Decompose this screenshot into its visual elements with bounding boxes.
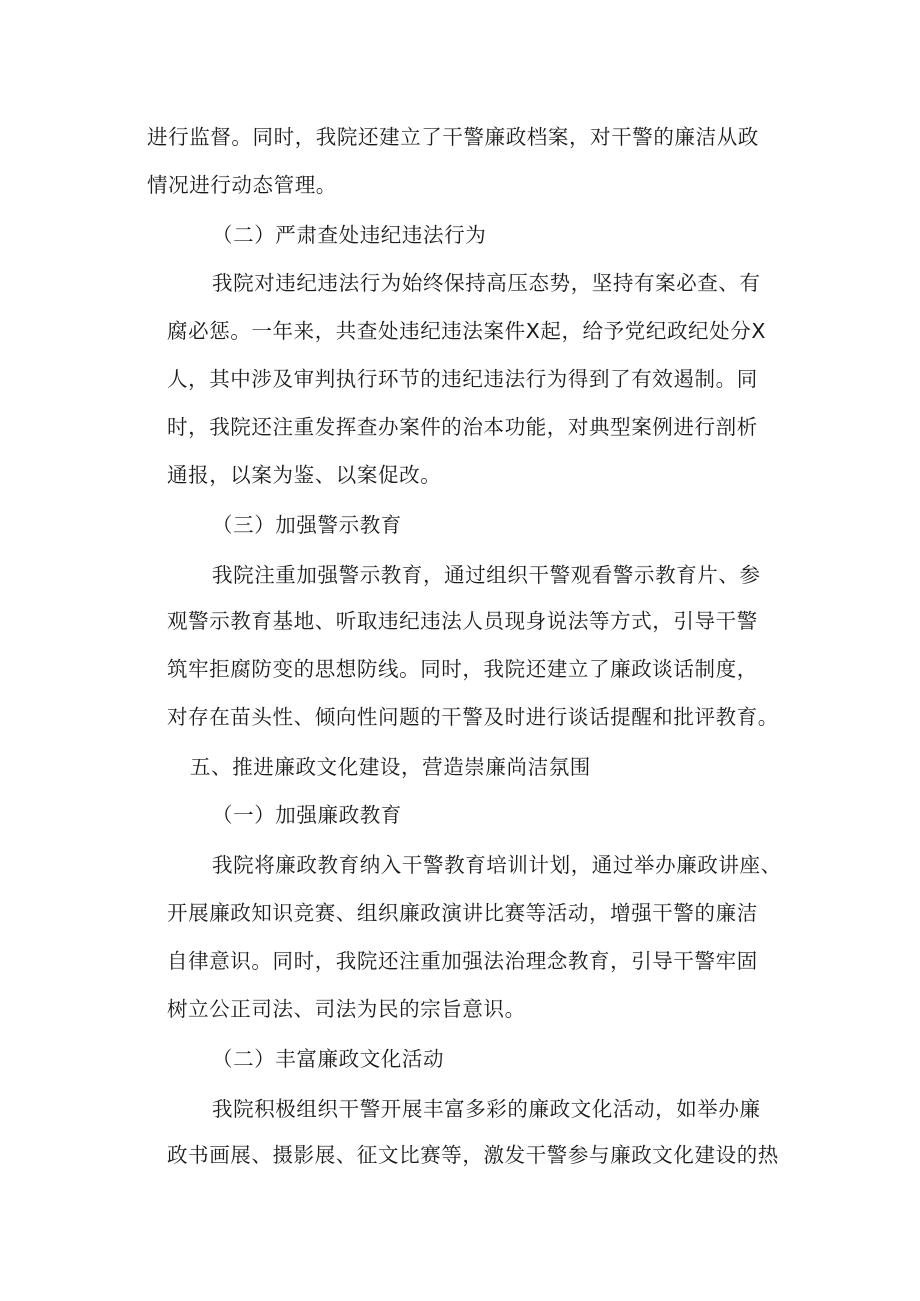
text-line: 筑牢拒腐防变的思想防线。同时，我院还建立了廉政谈话制度，	[167, 657, 758, 681]
subheading: （三）加强警示教育	[212, 513, 402, 537]
subheading: （二）丰富廉政文化活动	[212, 1047, 445, 1071]
text-line: 观警示教育基地、听取违纪违法人员现身说法等方式，引导干警	[167, 609, 758, 633]
text-line: 我院注重加强警示教育，通过组织干警观看警示教育片、参	[212, 563, 761, 587]
text-line: 进行监督。同时，我院还建立了干警廉政档案，对干警的廉洁从政	[147, 125, 759, 149]
text-line: 开展廉政知识竞赛、组织廉政演讲比赛等活动，增强干警的廉洁	[167, 901, 758, 925]
text-line: 人，其中涉及审判执行环节的违纪违法行为得到了有效遏制。同	[167, 367, 758, 391]
text-line: 树立公正司法、司法为民的宗旨意识。	[167, 997, 526, 1021]
text-line: 我院积极组织干警开展丰富多彩的廉政文化活动，如举办廉	[212, 1097, 761, 1121]
text-line: 通报，以案为鉴、以案促改。	[167, 463, 442, 487]
subheading: （二）严肃查处违纪违法行为	[212, 223, 487, 247]
text-line: 情况进行动态管理。	[147, 173, 337, 197]
subheading: （一）加强廉政教育	[212, 803, 402, 827]
text-line: 我院对违纪违法行为始终保持高压态势，坚持有案必查、有	[212, 271, 761, 295]
text-line: 自律意识。同时，我院还注重加强法治理念教育，引导干警牢固	[167, 949, 758, 973]
text-line: 政书画展、摄影展、征文比赛等，激发干警参与廉政文化建设的热	[167, 1143, 779, 1167]
text-line: 对存在苗头性、倾向性问题的干警及时进行谈话提醒和批评教育。	[167, 705, 779, 729]
text-line: 腐必惩。一年来，共查处违纪违法案件X起，给予党纪政纪处分X	[167, 319, 766, 343]
section-heading: 五、推进廉政文化建设，营造崇廉尚洁氛围	[190, 755, 591, 779]
text-line: 时，我院还注重发挥查办案件的治本功能，对典型案例进行剖析	[167, 415, 758, 439]
text-line: 我院将廉政教育纳入干警教育培训计划，通过举办廉政讲座、	[212, 853, 782, 877]
